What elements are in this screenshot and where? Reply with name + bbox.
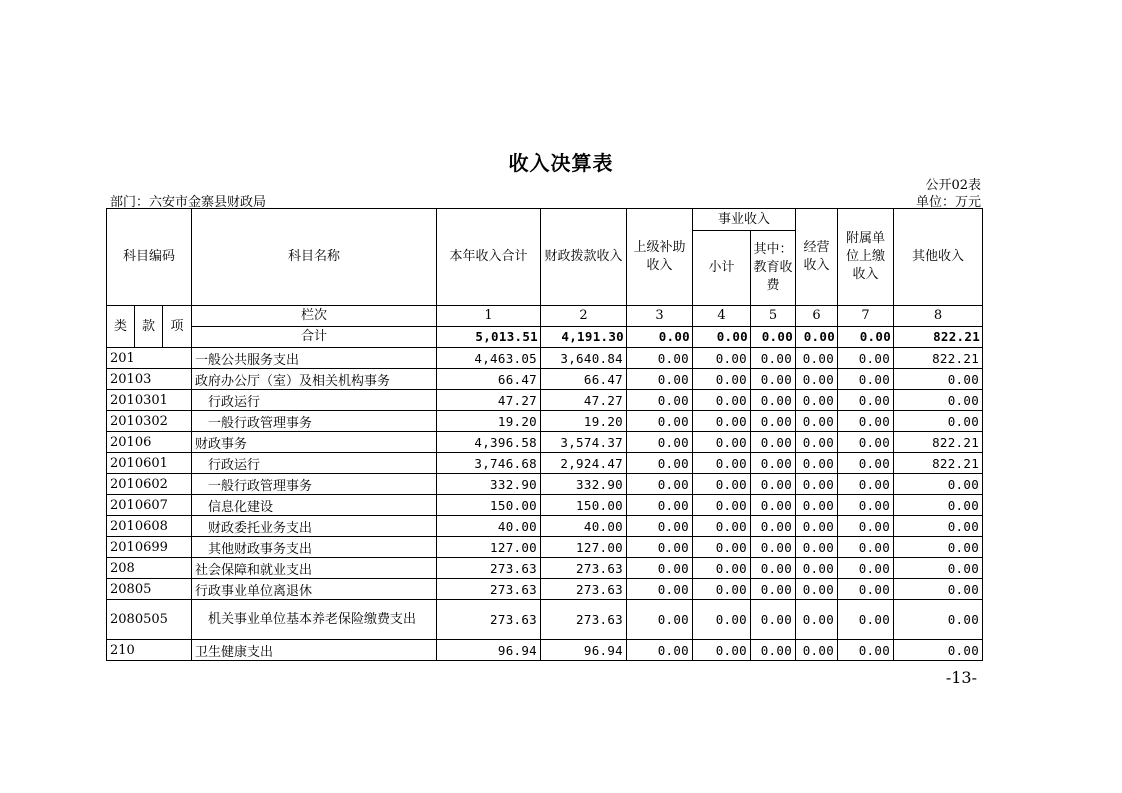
row-value: 150.00 bbox=[541, 495, 627, 516]
row-value: 0.00 bbox=[796, 600, 838, 640]
row-value: 0.00 bbox=[751, 640, 796, 661]
row-value: 127.00 bbox=[437, 537, 541, 558]
header-other: 其他收入 bbox=[894, 209, 983, 306]
row-value: 273.63 bbox=[541, 600, 627, 640]
row-value: 0.00 bbox=[627, 579, 693, 600]
row-value: 0.00 bbox=[838, 411, 894, 432]
row-value: 40.00 bbox=[437, 516, 541, 537]
row-code: 20106 bbox=[107, 432, 192, 453]
total-value: 0.00 bbox=[693, 327, 751, 348]
col-number: 8 bbox=[894, 306, 983, 327]
header-lei: 类 bbox=[107, 306, 135, 348]
row-value: 0.00 bbox=[751, 579, 796, 600]
row-value: 150.00 bbox=[437, 495, 541, 516]
row-code: 2010602 bbox=[107, 474, 192, 495]
table-row bbox=[107, 537, 983, 558]
row-value: 0.00 bbox=[838, 390, 894, 411]
total-label: 合计 bbox=[192, 327, 437, 348]
row-value: 0.00 bbox=[751, 537, 796, 558]
row-value: 0.00 bbox=[627, 348, 693, 369]
row-value: 3,640.84 bbox=[541, 348, 627, 369]
row-value: 0.00 bbox=[751, 453, 796, 474]
income-table bbox=[106, 208, 983, 661]
row-value: 0.00 bbox=[838, 453, 894, 474]
col-number: 4 bbox=[693, 306, 751, 327]
row-value: 66.47 bbox=[437, 369, 541, 390]
row-code: 2010301 bbox=[107, 390, 192, 411]
row-value: 0.00 bbox=[838, 474, 894, 495]
header-name: 科目名称 bbox=[192, 209, 437, 306]
row-value: 0.00 bbox=[796, 348, 838, 369]
row-name: 卫生健康支出 bbox=[192, 640, 437, 661]
table-row bbox=[107, 640, 983, 661]
row-value: 0.00 bbox=[796, 640, 838, 661]
row-name: 行政运行 bbox=[192, 390, 437, 411]
row-value: 0.00 bbox=[796, 558, 838, 579]
col-number: 7 bbox=[838, 306, 894, 327]
row-value: 0.00 bbox=[838, 558, 894, 579]
row-value: 0.00 bbox=[838, 640, 894, 661]
row-value: 0.00 bbox=[894, 600, 983, 640]
table-row bbox=[107, 474, 983, 495]
row-value: 0.00 bbox=[796, 411, 838, 432]
row-value: 332.90 bbox=[437, 474, 541, 495]
row-value: 0.00 bbox=[838, 495, 894, 516]
row-value: 0.00 bbox=[838, 432, 894, 453]
row-value: 0.00 bbox=[796, 474, 838, 495]
row-value: 0.00 bbox=[627, 537, 693, 558]
row-code: 208 bbox=[107, 558, 192, 579]
row-code: 2010608 bbox=[107, 516, 192, 537]
total-value: 822.21 bbox=[894, 327, 983, 348]
col-number: 5 bbox=[751, 306, 796, 327]
row-value: 0.00 bbox=[693, 537, 751, 558]
row-value: 0.00 bbox=[796, 537, 838, 558]
row-value: 0.00 bbox=[796, 453, 838, 474]
row-name: 行政运行 bbox=[192, 453, 437, 474]
row-name: 财政委托业务支出 bbox=[192, 516, 437, 537]
row-name: 政府办公厅（室）及相关机构事务 bbox=[192, 369, 437, 390]
table-row bbox=[107, 495, 983, 516]
row-value: 0.00 bbox=[693, 453, 751, 474]
row-value: 0.00 bbox=[838, 600, 894, 640]
row-value: 0.00 bbox=[796, 516, 838, 537]
row-value: 0.00 bbox=[894, 495, 983, 516]
total-value: 0.00 bbox=[838, 327, 894, 348]
row-code: 2010601 bbox=[107, 453, 192, 474]
row-name: 机关事业单位基本养老保险缴费支出 bbox=[192, 600, 437, 640]
row-value: 127.00 bbox=[541, 537, 627, 558]
table-row bbox=[107, 432, 983, 453]
department-label: 部门：六安市金寨县财政局 bbox=[110, 195, 267, 210]
row-value: 0.00 bbox=[838, 537, 894, 558]
row-value: 273.63 bbox=[541, 558, 627, 579]
row-value: 0.00 bbox=[627, 474, 693, 495]
row-value: 0.00 bbox=[627, 453, 693, 474]
row-value: 0.00 bbox=[693, 348, 751, 369]
row-value: 0.00 bbox=[627, 600, 693, 640]
row-value: 0.00 bbox=[796, 495, 838, 516]
row-value: 0.00 bbox=[627, 516, 693, 537]
table-row bbox=[107, 390, 983, 411]
row-value: 0.00 bbox=[751, 432, 796, 453]
row-value: 0.00 bbox=[751, 495, 796, 516]
row-name: 财政事务 bbox=[192, 432, 437, 453]
row-value: 0.00 bbox=[751, 348, 796, 369]
row-value: 0.00 bbox=[894, 579, 983, 600]
row-value: 0.00 bbox=[894, 640, 983, 661]
header-fiscal: 财政拨款收入 bbox=[541, 209, 627, 306]
row-value: 0.00 bbox=[796, 390, 838, 411]
header-lanci: 栏次 bbox=[192, 306, 437, 327]
col-number: 1 bbox=[437, 306, 541, 327]
row-value: 0.00 bbox=[751, 474, 796, 495]
row-value: 273.63 bbox=[437, 558, 541, 579]
row-value: 0.00 bbox=[894, 411, 983, 432]
row-value: 273.63 bbox=[437, 579, 541, 600]
row-name: 一般公共服务支出 bbox=[192, 348, 437, 369]
row-value: 0.00 bbox=[894, 474, 983, 495]
row-value: 0.00 bbox=[796, 579, 838, 600]
header-xiang: 项 bbox=[163, 306, 192, 348]
row-value: 0.00 bbox=[693, 579, 751, 600]
row-name: 信息化建设 bbox=[192, 495, 437, 516]
table-row bbox=[107, 516, 983, 537]
row-value: 822.21 bbox=[894, 432, 983, 453]
row-value: 273.63 bbox=[541, 579, 627, 600]
header-superior: 上级补助收入 bbox=[627, 209, 693, 306]
table-row bbox=[107, 453, 983, 474]
row-value: 0.00 bbox=[627, 369, 693, 390]
row-value: 0.00 bbox=[796, 369, 838, 390]
row-value: 0.00 bbox=[693, 411, 751, 432]
row-value: 273.63 bbox=[437, 600, 541, 640]
row-value: 0.00 bbox=[894, 390, 983, 411]
header-total: 本年收入合计 bbox=[437, 209, 541, 306]
total-value: 0.00 bbox=[627, 327, 693, 348]
row-name: 一般行政管理事务 bbox=[192, 474, 437, 495]
row-value: 0.00 bbox=[751, 558, 796, 579]
row-value: 0.00 bbox=[627, 432, 693, 453]
table-row bbox=[107, 348, 983, 369]
header-subtotal: 小计 bbox=[693, 231, 751, 306]
row-value: 0.00 bbox=[627, 558, 693, 579]
row-value: 0.00 bbox=[838, 348, 894, 369]
row-value: 47.27 bbox=[541, 390, 627, 411]
row-value: 96.94 bbox=[541, 640, 627, 661]
row-value: 0.00 bbox=[838, 369, 894, 390]
row-name: 其他财政事务支出 bbox=[192, 537, 437, 558]
row-value: 0.00 bbox=[693, 495, 751, 516]
row-value: 0.00 bbox=[693, 640, 751, 661]
header-code: 科目编码 bbox=[107, 209, 192, 306]
row-value: 0.00 bbox=[693, 600, 751, 640]
table-row bbox=[107, 600, 983, 640]
table-body bbox=[107, 348, 983, 661]
row-value: 4,396.58 bbox=[437, 432, 541, 453]
total-value: 0.00 bbox=[796, 327, 838, 348]
row-value: 332.90 bbox=[541, 474, 627, 495]
row-value: 0.00 bbox=[627, 495, 693, 516]
row-value: 0.00 bbox=[627, 411, 693, 432]
row-name: 一般行政管理事务 bbox=[192, 411, 437, 432]
row-code: 201 bbox=[107, 348, 192, 369]
row-value: 0.00 bbox=[751, 369, 796, 390]
row-value: 0.00 bbox=[838, 516, 894, 537]
row-name: 行政事业单位离退休 bbox=[192, 579, 437, 600]
row-value: 0.00 bbox=[838, 579, 894, 600]
row-value: 0.00 bbox=[751, 411, 796, 432]
row-value: 19.20 bbox=[437, 411, 541, 432]
row-value: 822.21 bbox=[894, 453, 983, 474]
header-operating: 经营收入 bbox=[796, 209, 838, 306]
table-row bbox=[107, 579, 983, 600]
header-affiliated: 附属单位上缴收入 bbox=[838, 209, 894, 306]
page-title: 收入决算表 bbox=[508, 151, 614, 175]
row-code: 2010607 bbox=[107, 495, 192, 516]
header-business: 事业收入 bbox=[693, 209, 796, 231]
row-value: 0.00 bbox=[693, 432, 751, 453]
row-value: 2,924.47 bbox=[541, 453, 627, 474]
page-number: -13- bbox=[945, 668, 977, 687]
total-value: 0.00 bbox=[751, 327, 796, 348]
row-name: 社会保障和就业支出 bbox=[192, 558, 437, 579]
row-value: 3,574.37 bbox=[541, 432, 627, 453]
row-code: 2010699 bbox=[107, 537, 192, 558]
row-value: 0.00 bbox=[693, 474, 751, 495]
row-value: 0.00 bbox=[693, 390, 751, 411]
table-row bbox=[107, 411, 983, 432]
row-value: 3,746.68 bbox=[437, 453, 541, 474]
row-value: 0.00 bbox=[627, 390, 693, 411]
row-value: 0.00 bbox=[894, 558, 983, 579]
row-code: 2080505 bbox=[107, 600, 192, 640]
row-value: 0.00 bbox=[751, 516, 796, 537]
header-education: 其中：教育收费 bbox=[751, 231, 796, 306]
row-value: 19.20 bbox=[541, 411, 627, 432]
row-value: 40.00 bbox=[541, 516, 627, 537]
header-kuan: 款 bbox=[135, 306, 163, 348]
table-row bbox=[107, 369, 983, 390]
row-code: 2010302 bbox=[107, 411, 192, 432]
row-value: 0.00 bbox=[894, 537, 983, 558]
row-value: 0.00 bbox=[796, 432, 838, 453]
row-value: 4,463.05 bbox=[437, 348, 541, 369]
row-value: 0.00 bbox=[693, 369, 751, 390]
row-value: 822.21 bbox=[894, 348, 983, 369]
row-code: 20805 bbox=[107, 579, 192, 600]
row-value: 47.27 bbox=[437, 390, 541, 411]
total-value: 5,013.51 bbox=[437, 327, 541, 348]
unit-label: 单位：万元 bbox=[915, 195, 981, 210]
row-value: 0.00 bbox=[693, 516, 751, 537]
row-value: 0.00 bbox=[894, 369, 983, 390]
row-value: 0.00 bbox=[751, 600, 796, 640]
row-code: 20103 bbox=[107, 369, 192, 390]
row-value: 0.00 bbox=[751, 390, 796, 411]
row-value: 66.47 bbox=[541, 369, 627, 390]
row-value: 96.94 bbox=[437, 640, 541, 661]
form-number: 公开02表 bbox=[925, 178, 981, 193]
table-row bbox=[107, 558, 983, 579]
row-code: 210 bbox=[107, 640, 192, 661]
col-number: 6 bbox=[796, 306, 838, 327]
col-number: 3 bbox=[627, 306, 693, 327]
row-value: 0.00 bbox=[894, 516, 983, 537]
total-value: 4,191.30 bbox=[541, 327, 627, 348]
col-number: 2 bbox=[541, 306, 627, 327]
row-value: 0.00 bbox=[693, 558, 751, 579]
row-value: 0.00 bbox=[627, 640, 693, 661]
